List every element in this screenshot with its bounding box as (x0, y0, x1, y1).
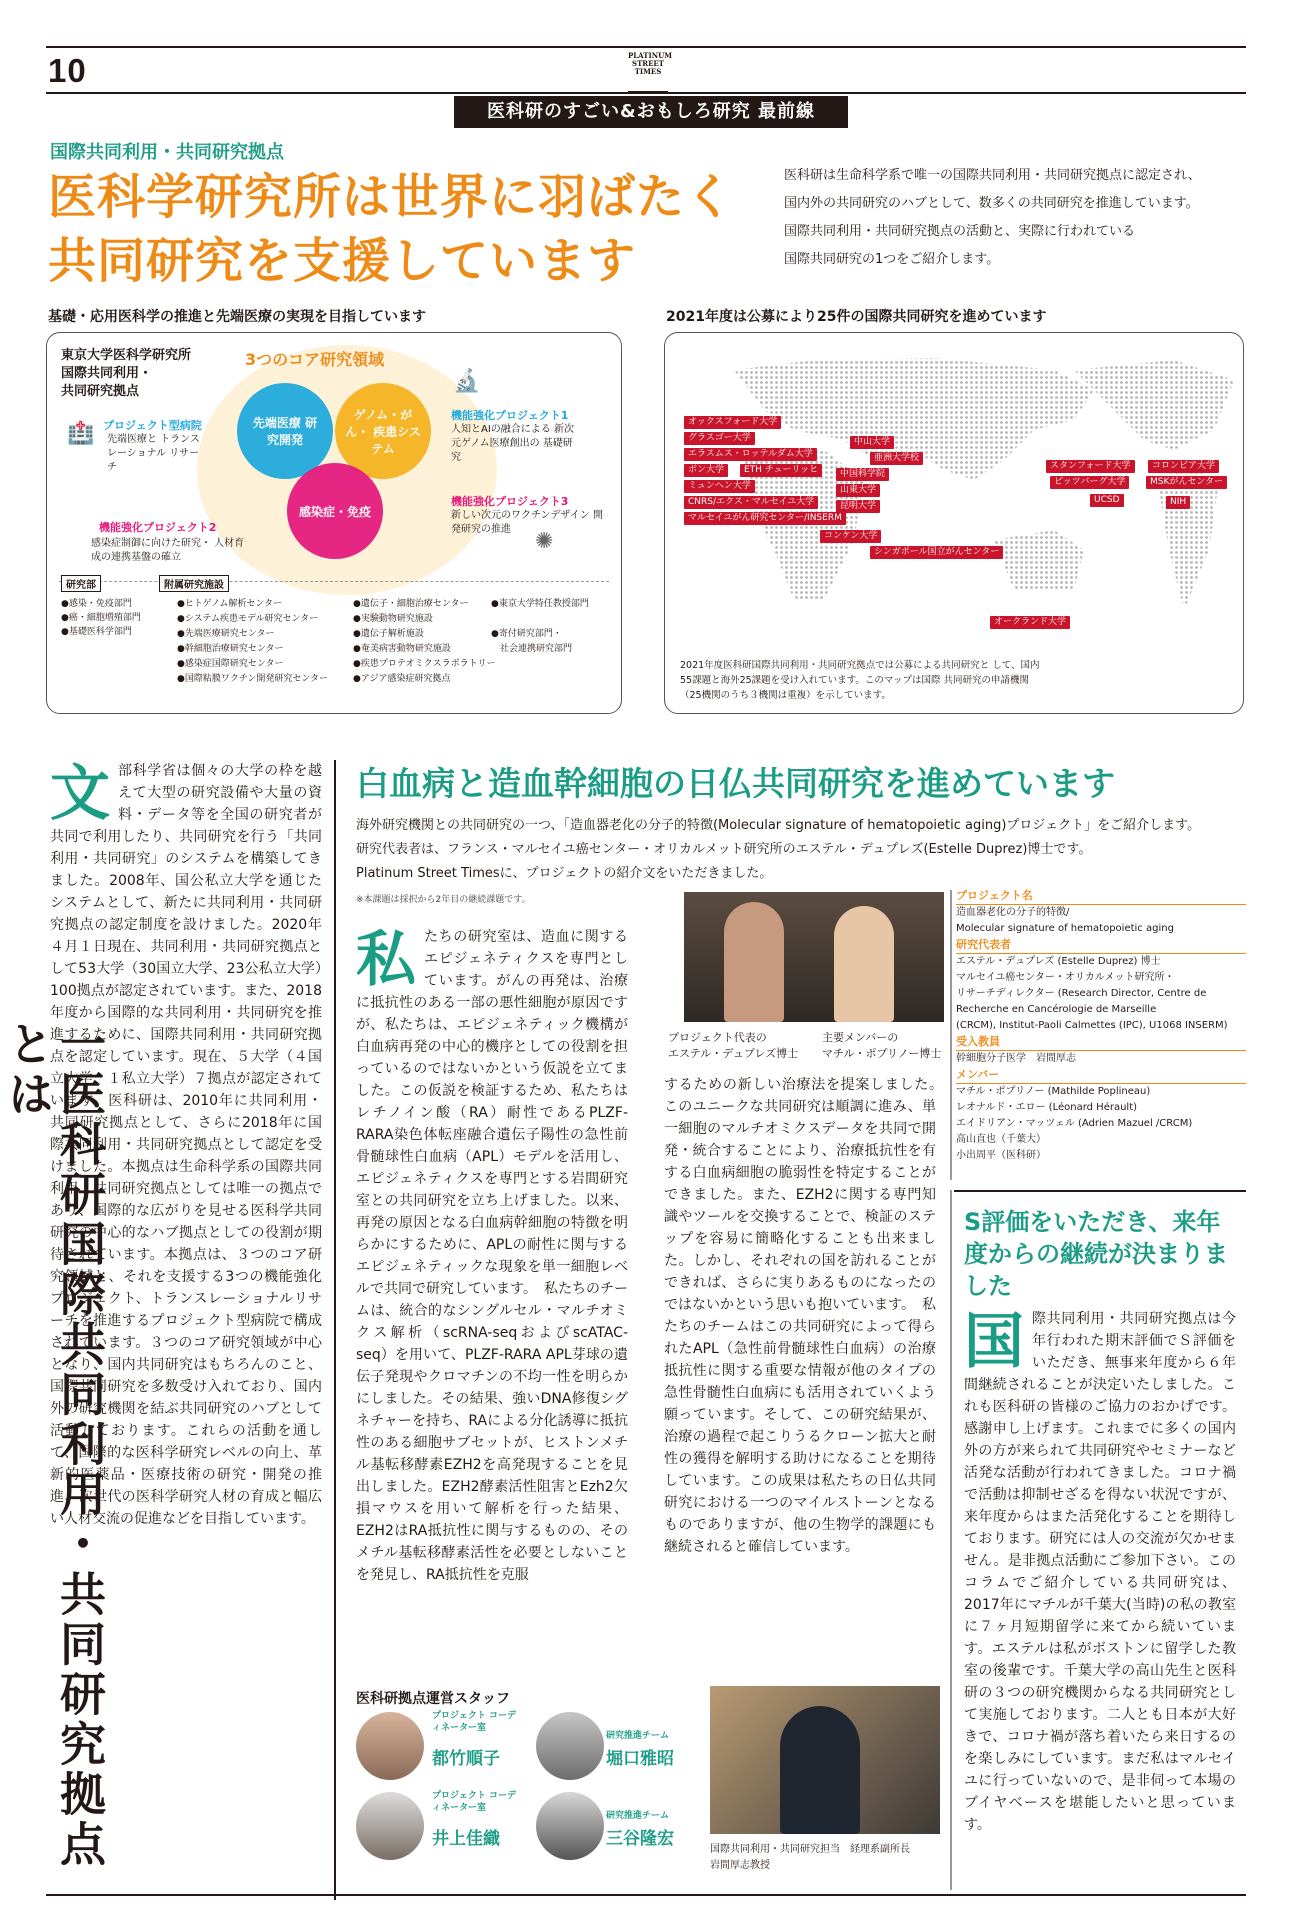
info-line: マチル・ポプリノー (Mathilde Poplineau) (956, 1086, 1151, 1097)
lead-line: 海外研究機関との共同研究の一つ、「造血器老化の分子的特徴(Molecular signature of hematopoietic aging)プロジェクト」をご紹介します。 (356, 818, 1201, 833)
proj3-desc: 新しい次元のワクチンデザイン 開発研究の推進 (451, 510, 603, 535)
map-label: グラスゴー大学 (684, 432, 755, 445)
proj2-desc: 感染症制御に向けた研究・ 人材育成の連携基盤の確立 (91, 538, 245, 563)
list-item: ●東京大学特任教授部門 (491, 599, 589, 609)
lab-icon: 🔬 (453, 369, 481, 394)
virus-icon: ✺ (535, 529, 554, 554)
list-item: ●癌・細胞増殖部門 (61, 613, 141, 623)
feature-note: ※本課題は採択から2年目の継続課題です。 (356, 895, 531, 905)
core-circle-genome: ゲノム・がん・ 疾患システム (335, 383, 431, 479)
divider (59, 581, 609, 582)
map-label: オークランド大学 (990, 616, 1070, 629)
caption-line: 岩間厚志教授 (710, 1860, 770, 1871)
sidebar-rule (954, 1190, 1246, 1192)
proj3-title: 機能強化プロジェクト3 (451, 495, 569, 508)
staff-role: プロジェクト コーディネーター室 (432, 1791, 516, 1813)
staff-role: 研究推進チーム (606, 1811, 670, 1821)
caption-line: プロジェクト代表の (668, 1031, 767, 1044)
dept-label: 研究部 (61, 575, 101, 592)
map-label: ボン大学 (684, 464, 728, 477)
map-caption: 2021年度医科研国際共同利用・共同研究拠点では公募による共同研究と して、国内55課題と海外25課題を受け入れています。このマップは国際 共同研究の申請機関（25機関のうち３機関は重複）を示しています。 (680, 660, 1040, 701)
org-line: 東京大学医科学研究所 (61, 348, 192, 363)
core-title: 3つのコア研究領域 (245, 350, 385, 369)
list-item: ●システム疾患モデル研究センター (177, 614, 319, 624)
map-label: マルセイユがん研究センター/INSERM (684, 512, 846, 525)
sidebar-title: S評価をいただき、来年度からの継続が決まりました (964, 1208, 1228, 1300)
map-label: 昆明大学 (836, 500, 880, 513)
map-label: エラスムス・ロッテルダム大学 (684, 448, 817, 461)
list-item: ●感染・免疫部門 (61, 599, 132, 609)
person-figure (780, 1706, 860, 1834)
photo-caption-1 (668, 1030, 798, 1062)
column-1-text: 部科学省は個々の大学の枠を越えて大型の研究設備や大量の資料・データ等を全国の研究者が共同で利用したり、共同研究を行う「共同利用・共同研究」のシステムを構築してきました。2008年、国公私立大学を通じたシステムとして、新たに共同利用・共同研究拠点の認定制度を設けました。2020年４月１日現在、共同利用・共同研究拠点として53大学（30国立大学、23公私立大学）100拠点が認定されています。また、2018年度から国際的な共同利用・共同研究を推進するために、国際共同利用・共同研究拠点を認定しています。現在、５大学（４国立大学、１私立大学）７拠点が認定されています。医科研は、2010年に共同利用・共同研究拠点として、さらに2018年に国際共同利用・共同研究拠点として認定を受けました。本拠点は生命科学系の国際共同利用・共同研究拠点としては唯一の拠点であり、国際的な広がりを見せる医科学共同研究の中心的なハブ拠点としての役割が期待されています。本拠点は、３つのコア研究領域と、それを支援する3つの機能強化プロジェクト、トランスレーショナルリサーチを推進するプロジェクト型病院で構成されています。３つのコア研究領域が中心となり、国内共同研究はもちろんのこと、国際共同研究を多数受け入れており、国内外の研究機関を結ぶ共同研究のハブとして活動しております。これらの活動を通して、国際的な医科学研究レベルの向上、革新的医薬品・医療技術の研究・開発の推進、次世代の医科学研究人材の育成と幅広い人材交流の促進などを目指しています。 (50, 763, 322, 1527)
list-item: ●アジア感染症研究拠点 (353, 674, 451, 684)
proj2-title: 機能強化プロジェクト2 (99, 521, 217, 534)
vertical-title: 一医科研国際共同利用・共同研究拠点とは (1, 1020, 107, 1870)
list-item: ●遺伝子解析施設 (353, 629, 424, 639)
core-circle-infection: 感染症・免疫 (287, 463, 383, 559)
kicker: 国際共同利用・共同研究拠点 (50, 142, 284, 163)
info-line: Molecular signature of hematopoietic aging (956, 923, 1174, 934)
footer-rule (46, 1894, 1246, 1896)
facility-list-2 (353, 597, 496, 687)
facility-list-1 (177, 597, 328, 687)
info-line: 造血器老化の分子的特徴/ (956, 907, 1070, 918)
map-label: 亜洲大学校 (870, 452, 923, 465)
dept-list (61, 597, 141, 639)
caption-line: 国際共同利用・共同研究担当 経理系副所長 (710, 1844, 910, 1855)
avatar (536, 1712, 604, 1780)
map-label: スタンフォード大学 (1046, 460, 1135, 473)
avatar (356, 1712, 424, 1780)
page-number: 10 (48, 52, 87, 89)
info-label: 研究代表者 (956, 937, 1246, 954)
newspaper-logo: PLATINUM STREET TIMES (628, 52, 668, 92)
feature-lead (356, 814, 1236, 886)
map-label: CNRS/エクス・マルセイユ大学 (684, 496, 818, 509)
info-line: レオナルド・エロー (Léonard Hérault) (956, 1102, 1138, 1113)
dropcap: 私 (356, 925, 416, 995)
caption-line: マチル・ポプリノー博士 (822, 1047, 942, 1060)
info-line: 小出周平（医科研） (956, 1150, 1046, 1161)
sidebar-column-rule (950, 1190, 952, 1890)
right-panel-label: 2021年度は公募により25件の国際共同研究を進めています (666, 309, 1047, 325)
proj-hospital-desc: 先端医療と トランスレーショナル リサーチ (107, 434, 200, 473)
list-item: ●基礎医科学部門 (61, 627, 132, 637)
list-item: ●国際粘膜ワクチン開発研究センター (177, 674, 329, 684)
list-item: ●疾患プロテオミクスラボラトリー (353, 659, 496, 669)
avatar (536, 1792, 604, 1860)
professor-photo (710, 1686, 940, 1834)
list-item: ●感染症国際研究センター (177, 659, 284, 669)
headline-line-2: 共同研究を支援しています (48, 233, 637, 289)
headline-line-1: 医科学研究所は世界に羽ばたく (48, 169, 735, 225)
intro-line: 国際共同利用・共同研究拠点の活動と、実際に行われている (784, 224, 1136, 239)
info-line: エイドリアン・マッツェル (Adrien Mazuel /CRCM) (956, 1118, 1193, 1129)
list-item: 社会連携研究部門 (491, 644, 573, 654)
sidebar-body (964, 1308, 1236, 1836)
sidebar-text: 際共同利用・共同研究拠点は今年行われた期末評価でＳ評価をいただき、無事来年度から６年間継続されることが決定いたしました。これも医科研の皆様のご協力のおかげです。感謝申し上げます。これまでに多くの国内外の方が来られて共同研究やセミナーなど活発な活動が行われてきました。コロナ禍で活動は抑制せざるを得ない状況ですが、来年度からはまた活発化することを期待しております。研究には人の交流が欠かせません。是非拠点活動にご参加下さい。このコラムでご紹介している共同研究は、2017年にマチルが千葉大(当時)の私の教室に７ヶ月短期留学に来てから続いています。エステルは私がボストンに留学した教室の後輩です。千葉大学の高山先生と医科研の３つの研究機関からなる共同研究として実施しております。二人とも日本が大好きで、コロナ禍が落ち着いたら来日するのを楽しみにしています。まだ私はマルセイユに行っていないので、是非伺って本場のブイヤベースを堪能したいと思っています。 (964, 1311, 1236, 1833)
dropcap: 国 (964, 1307, 1024, 1377)
map-label: オックスフォード大学 (684, 416, 781, 429)
list-item: ●実験動物研究施設 (353, 614, 433, 624)
list-item: ●幹細胞治療研究センター (177, 644, 284, 654)
org-line: 国際共同利用・ (61, 366, 153, 381)
lead-line: Platinum Street Timesに、プロジェクトの紹介文をいただきました。 (356, 866, 773, 881)
map-label: コロンビア大学 (1148, 460, 1219, 473)
list-item: ●ヒトゲノム解析センター (177, 599, 283, 609)
feature-column-b: するための新しい治療法を提案しました。 このユニークな共同研究は順調に進み、単一細胞のマルチオミクスデータを共同で開発・統合することにより、治療抵抗性を有する白血病細胞の脆弱性を特定することができました。また、EZH2に関する専門知識やツールを交換することで、検証のステップを容易に簡略化することも出来ました。しかし、それぞれの国を訪れることができれば、さらに実りあるものになったのではないかという思いも抱いています。 私たちのチームはこの共同研究によって得られたAPL（急性前骨髄球性白血病）の治療抵抗性に関する重要な情報が他のタイプの急性骨髄性白血病にも活用されていくよう願っています。そして、この研究結果が、治療の過程で起こりうるクローン拡大と耐性の獲得を解明する助けになることを期待しています。この成果は私たちの日仏共同研究における一つのマイルストーンとなるものでありますが、他の生物学的課題にも継続されると確信しています。 (664, 1077, 950, 1555)
map-label: ETH チューリッヒ (740, 464, 822, 477)
landmass-australia (994, 530, 1084, 590)
list-item: ●寄付研究部門・ (491, 629, 562, 639)
professor-caption (710, 1842, 910, 1874)
list-item (491, 612, 589, 627)
map-label: MSKがんセンター (1146, 476, 1227, 489)
facility-label: 附属研究施設 (159, 575, 229, 592)
intro-line: 医科研は生命科学系で唯一の国際共同利用・共同研究拠点に認定され、 (784, 168, 1201, 183)
person-figure (724, 902, 784, 1022)
info-label: プロジェクト名 (956, 888, 1246, 905)
intro-line: 国内外の共同研究のハブとして、数多くの共同研究を推進しています。 (784, 196, 1199, 211)
org-name (61, 347, 191, 401)
left-panel-label: 基礎・応用医科学の推進と先端医療の実現を目指しています (48, 309, 426, 325)
lead-line: 研究代表者は、フランス・マルセイユ癌センター・オリカルメット研究所のエステル・デュプレズ(Estelle Duprez)博士です。 (356, 842, 1092, 857)
staff-name: 井上佳織 (432, 1829, 500, 1849)
caption-line: エステル・デュプレズ博士 (668, 1047, 799, 1060)
core-circle-advanced-medicine: 先端医療 研究開発 (237, 383, 333, 479)
list-item: ●奄美病害動物研究施設 (353, 644, 451, 654)
caption-line: 主要メンバーの (822, 1031, 899, 1044)
map-label: シンガポール国立がんセンター (870, 546, 1003, 559)
map-label: 山東大学 (836, 484, 880, 497)
info-line: 幹細胞分子医学 岩間厚志 (956, 1053, 1076, 1064)
info-line: リサーチディレクター (Research Director, Centre de (956, 988, 1207, 999)
list-item: ●遺伝子・細胞治療センター (353, 599, 469, 609)
org-line: 共同研究拠点 (61, 384, 140, 399)
facility-list-3 (491, 597, 589, 657)
info-line: マルセイユ癌センター・オリカルメット研究所・ (956, 972, 1175, 983)
map-label: ミュンヘン大学 (684, 480, 755, 493)
map-label: 中国科学院 (836, 468, 889, 481)
info-line: 高山直也（千葉大） (956, 1134, 1046, 1145)
feature-text-a: たちの研究室は、造血に関するエピジェネティクスを専門としています。がんの再発は、治療に抵抗性のある一部の悪性細胞が原因ですが、私たちは、エピジェネティック機構が白血病再発の中心的機序としての役割を担っているのではないかという仮説を立てました。この仮説を検証するため、私たちはレチノイン酸（RA）耐性であるPLZF-RARA染色体転座融合遺伝子陽性の急性前骨髄球性白血病（APL）モデルを活用し、エピジェネティクスを専門とする岩間研究室との共同研究を立ち上げました。以来、再発の原因となる白血病幹細胞の特徴を明らかにするために、APLの耐性に関与するエピジェネティックな現象を単一細胞レベルで共同で研究しています。 私たちのチームは、統合的なシングルセル・マルチオミクス解析（scRNA-seqおよびscATAC-seq）を用いて、PLZF-RARA APL芽球の遺伝子発現やクロマチンの不均一性を明らかにしました。その結果、強いDNA修復シグネチャーを持ち、RAによる分化誘導に抵抗性のある細胞サブセットが、ヒストンメチル基転移酵素EZH2を高発現することを見出しました。EZH2酵素活性阻害とEzh2欠損マウスを用いて解析を行った結果、EZH2はRA抵抗性に関与するものの、そのメチル基転移酵素活性を必要としないことを発見し、RA抵抗性を克服 (356, 929, 628, 1583)
info-label: 受入教員 (956, 1034, 1246, 1051)
staff-role: プロジェクト コーディネーター室 (432, 1711, 516, 1733)
staff-name: 三谷隆宏 (606, 1829, 674, 1849)
avatar (356, 1792, 424, 1860)
info-line: Recherche en Cancérologie de Marseille (956, 1004, 1157, 1015)
info-label: メンバー (956, 1067, 1246, 1084)
headline (48, 165, 734, 293)
proj-hospital: プロジェクト型病院 (103, 419, 202, 432)
info-rule (950, 890, 952, 1180)
map-label: NIH (1166, 496, 1190, 509)
proj1-title: 機能強化プロジェクト1 (451, 409, 569, 422)
info-line: エステル・デュプレズ (Estelle Duprez) 博士 (956, 956, 1161, 967)
map-label: UCSD (1090, 494, 1124, 507)
project-info (956, 888, 1246, 1164)
dropcap: 文 (50, 759, 110, 829)
staff-title: 医科研拠点運営スタッフ (356, 1691, 510, 1707)
researchers-photo (684, 892, 944, 1022)
map-label: コンケン大学 (820, 530, 881, 543)
photo-caption-2 (822, 1030, 941, 1062)
section-banner: 医科研のすごい&おもしろ研究 最前線 (454, 96, 848, 128)
feature-title: 白血病と造血幹細胞の日仏共同研究を進めています (356, 764, 1115, 803)
hospital-icon: 🏥 (67, 421, 95, 446)
intro-text (784, 162, 1244, 274)
person-figure (834, 906, 894, 1022)
proj1-desc: 人知とAIの融合による 新次元ゲノム医療創出の 基礎研究 (451, 424, 574, 463)
feature-column-a (356, 926, 628, 1670)
list-item: ●先端医療研究センター (177, 629, 275, 639)
map-label: ピッツバーグ大学 (1050, 476, 1129, 489)
map-label: 中山大学 (850, 436, 894, 449)
staff-role: 研究推進チーム (606, 1731, 670, 1741)
landmass-north-america (1074, 360, 1234, 450)
intro-line: 国際共同研究の1つをご紹介します。 (784, 252, 1000, 267)
staff-name: 都竹順子 (432, 1749, 500, 1769)
staff-name: 堀口雅昭 (606, 1749, 674, 1769)
column-rule (334, 760, 336, 1900)
structure-diagram (46, 332, 622, 714)
info-line: (CRCM), Institut-Paoli Calmettes (IPC), U1068 INSERM) (956, 1020, 1228, 1031)
